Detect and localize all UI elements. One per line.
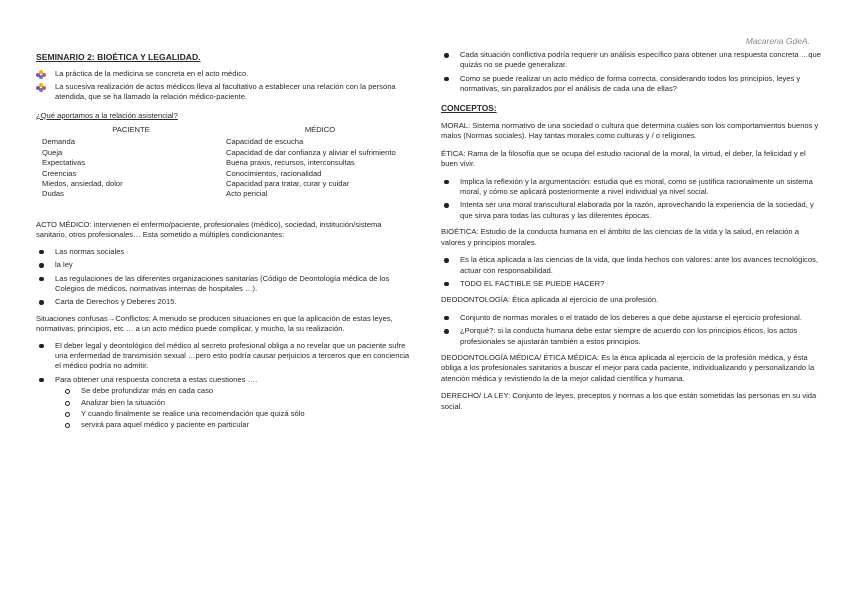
list-item: La sucesiva realización de actos médicos lleva al facultativo a establecer una relación con la persona atendida, que se ha llamado la relación médico-paciente. (36, 82, 414, 103)
table-cell: Buena praxis, recursos, interconsultas (226, 158, 355, 168)
situaciones-paragraph: Situaciones confusas→Conflictos: A menudo se producen situaciones en que la aplicación de estas leyes, normativas, principios, etc … a un acto médico puede complicar, y mucho, la su realización. (36, 313, 393, 334)
bioetica-list (441, 255, 821, 289)
table-cell: Capacidad de escucha (226, 137, 304, 147)
table-cell: Conocimientos, racionalidad (226, 168, 322, 178)
list-item: la ley (36, 260, 414, 270)
table-cell: Dudas (42, 189, 64, 199)
column-header-medico: MÉDICO (304, 125, 336, 135)
table-cell: Capacidad de dar confianza y aliviar el sufrimiento (226, 147, 396, 157)
section-question: ¿Qué aportamos a la relación asistencial? (36, 110, 178, 120)
table-cell: Acto pericial (226, 189, 268, 199)
left-column (36, 52, 414, 432)
flower-bullet-icon (36, 70, 46, 79)
list-item: Para obtener una respuesta concreta a estas cuestiones …. (36, 375, 414, 385)
deontologia-medica-definition: DEODONTOLOGÍA MÉDICA/ ÉTICA MÉDICA: Es la ética aplicada al ejercicio de la profesión médica, y ésta obliga a los profesionales sanitarios a buscar el mejor para cada paciente, individualizando y personalizando la atención médica y revistiendo la de la mejor calidad científica y humana. (441, 352, 815, 383)
top-list (441, 50, 821, 95)
document-title: SEMINARIO 2: BIOÉTICA Y LEGALIDAD. (36, 52, 201, 62)
list-item: Es la ética aplicada a las ciencias de la vida, que linda hechos con valores: ante los avances tecnológicos, actuar con responsabilidad. (441, 255, 821, 276)
deontologia-definition: DEODONTOLOGÍA: Ética aplicada al ejercicio de una profesión. (441, 295, 659, 305)
author-signature: Macarena GdeA. (745, 36, 810, 46)
derecho-definition: DERECHO/ LA LEY: Conjunto de leyes, preceptos y normas a los que están sometidas las personas en su vida social. (441, 391, 817, 411)
list-item: servirá para aquel médico y paciente en particular (36, 420, 414, 430)
list-item: Carta de Derechos y Deberes 2015. (36, 297, 414, 307)
concepts-heading: CONCEPTOS: (441, 102, 497, 113)
list-item: ¿Porqué?: si la conducta humana debe estar siempre de acuerdo con los principios éticos, los actos profesionales se ajustarán también a estos principios. (441, 326, 821, 347)
list-item: Y cuando finalmente se realice una recomendación que quizá sólo (36, 409, 414, 419)
list-item: Analizar bien la situación (36, 398, 414, 408)
list-item: Como se puede realizar un acto médico de forma correcta, considerando todos los principios, leyes y normativas, sin paralizados por el análisis de cada una de ellas? (441, 74, 821, 95)
table-cell: Creencias (42, 168, 77, 178)
deontologia-list (441, 313, 821, 347)
etica-definition: ÉTICA: Rama de la filosofía que se ocupa del estudio racional de la moral, la virtud, el deber, la felicidad y el buen vivir. (441, 148, 806, 169)
sub-list (36, 386, 414, 431)
list-item: Se debe profundizar más en cada caso (36, 386, 414, 396)
etica-list (441, 177, 821, 222)
list-item: Las normas sociales (36, 247, 414, 257)
right-column (441, 50, 821, 419)
table-cell: Capacidad para tratar, curar y cuidar (226, 179, 350, 189)
deber-list (36, 341, 414, 386)
comparison-table (36, 125, 414, 200)
list-item: Conjunto de normas morales o el tratado de los deberes a que debe ajustarse el ejercicio profesional. (441, 313, 821, 323)
table-cell: Miedos, ansiedad, dolor (42, 179, 123, 189)
condicionantes-list (36, 247, 414, 308)
list-item: Intenta ser una moral transcultural elaborada por la razón, aprovechando la experiencia de la sociedad, y que sirva para todas las culturas y las diferentes épocas. (441, 200, 821, 221)
table-cell: Demanda (42, 137, 75, 147)
list-item: TODO EL FACTIBLE SE PUEDE HACER? (441, 279, 821, 289)
table-cell: Queja (42, 147, 63, 157)
list-item: Implica la reflexión y la argumentación: estudia qué es moral, como se justifica racionalmente un sistema moral, y cómo se aplicará posteriormente a nivel individual ya nivel social. (441, 177, 821, 198)
bioetica-definition: BIOÉTICA: Estudio de la conducta humana en el ámbito de las ciencias de la vida y la salud, en relación a valores y principios morales. (441, 227, 799, 247)
column-header-paciente: PACIENTE (112, 125, 150, 135)
flower-bullet-icon (36, 83, 46, 92)
table-cell: Expectativas (42, 158, 86, 168)
list-item: La práctica de la medicina se concreta en el acto médico. (36, 69, 414, 79)
acto-medico-paragraph: ACTO MÉDICO: intervienen el enfermo/paciente, profesionales (médico), sociedad, institución/sistema sanitario, otros profesionales… Esta sometido a múltiples condicionantes: (36, 219, 382, 240)
list-item: Las regulaciones de las diferentes organizaciones sanitarias (Código de Deontología médica de los Colegios de médicos, normativas internas de hospitales …). (36, 274, 414, 295)
intro-list (36, 69, 414, 102)
list-item: Cada situación conflictiva podría requerir un análisis específico para obtener una respuesta concreta …que quizás no se puede generalizar. (441, 50, 821, 71)
list-item: El deber legal y deontológico del médico al secreto profesional obliga a no revelar que un paciente sufre una enfermedad de transmisión sexual …pero esto podría causar perjuicios a terceros que en conciencia el médico podría no admitir. (36, 341, 414, 372)
moral-definition: MORAL: Sistema normativo de una sociedad o cultura que determina cuáles son los comportamientos buenos y malos (Normas sociales). Hay tantas morales como culturas y / o religiones. (441, 121, 819, 141)
